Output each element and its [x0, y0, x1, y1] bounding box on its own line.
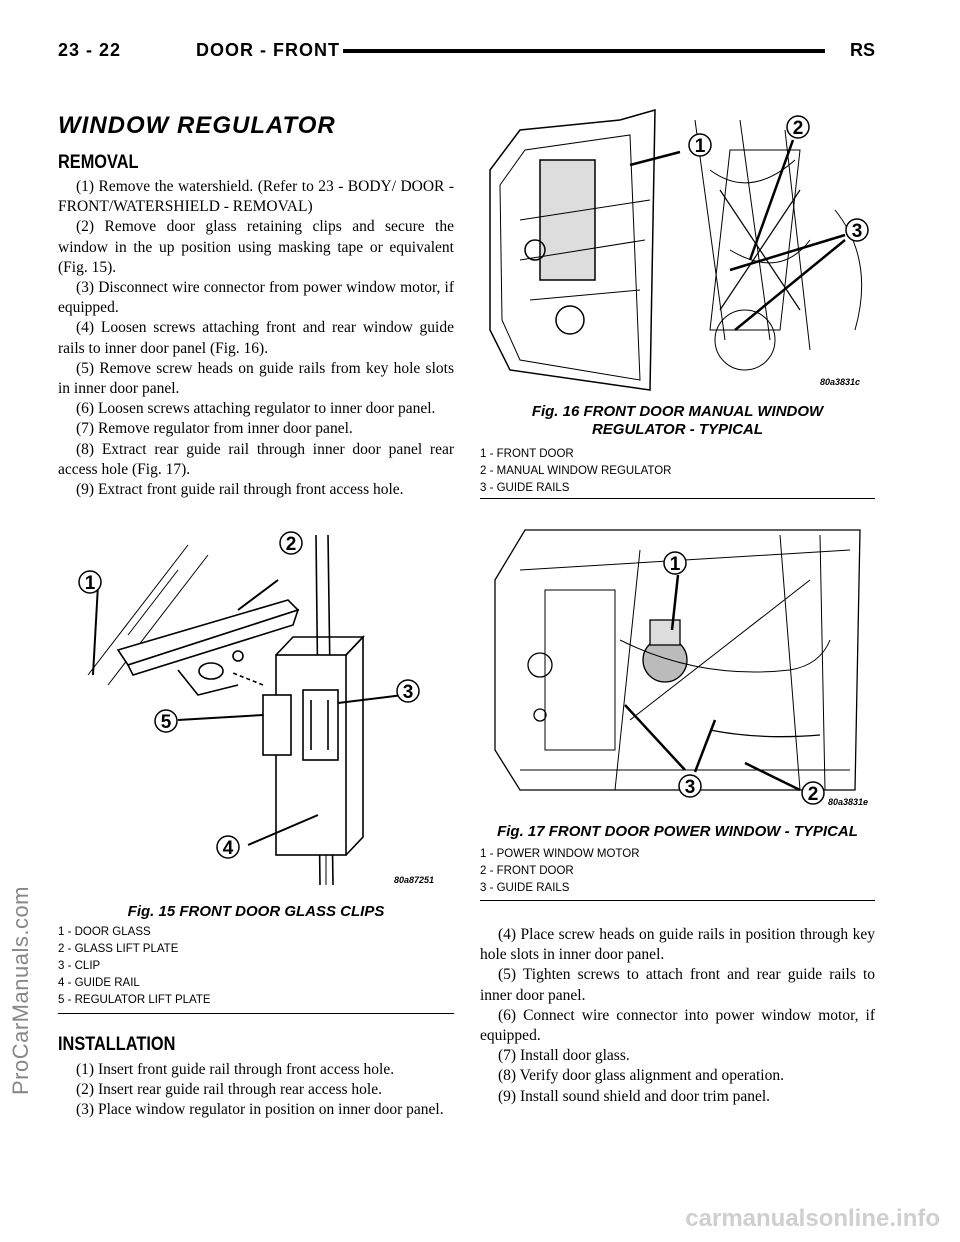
fig15-callout: 4 [222, 838, 234, 859]
fig16-code: 80a3831c [820, 377, 861, 387]
fig16-rule [480, 498, 875, 499]
legend-item: 4 - GUIDE RAIL [58, 977, 140, 989]
legend-item: 3 - GUIDE RAILS [480, 882, 570, 894]
legend-item: 2 - MANUAL WINDOW REGULATOR [480, 465, 672, 477]
removal-heading: REMOVAL [58, 152, 139, 173]
header-rule [343, 49, 825, 53]
fig17-caption: Fig. 17 FRONT DOOR POWER WINDOW - TYPICAL [497, 823, 858, 840]
fig16-caption-line: REGULATOR - TYPICAL [591, 421, 764, 438]
fig15-rule [58, 1013, 454, 1014]
installation-heading: INSTALLATION [58, 1034, 176, 1055]
legend-item: 1 - FRONT DOOR [480, 448, 574, 460]
fig15-callout: 2 [285, 534, 297, 555]
fig15-legend [58, 924, 211, 1009]
section-title: DOOR - FRONT [196, 40, 340, 60]
installation-step: (5) Tighten screws to attach front and rear guide rails to inner door panel. [480, 966, 875, 1004]
installation-step: (8) Verify door glass alignment and operation. [498, 1067, 784, 1085]
fig16-caption-line: Fig. 16 FRONT DOOR MANUAL WINDOW [531, 403, 824, 420]
footer-watermark: carmanualsonline.info [685, 1205, 940, 1232]
fig15-illustration [58, 525, 454, 895]
removal-steps [58, 177, 454, 500]
removal-step: (1) Remove the watershield. (Refer to 23 - BODY/ DOOR - FRONT/WATERSHIELD - REMOVAL) [58, 178, 454, 216]
legend-item: 3 - GUIDE RAILS [480, 482, 570, 494]
fig16-caption [480, 403, 875, 439]
fig16-legend [480, 446, 671, 497]
fig16-illustration [480, 90, 875, 396]
installation-step: (7) Install door glass. [498, 1047, 630, 1065]
fig16-callout: 2 [792, 118, 804, 139]
installation-step: (4) Place screw heads on guide rails in position through key hole slots in inner door panel. [480, 926, 875, 964]
legend-item: 5 - REGULATOR LIFT PLATE [58, 994, 211, 1006]
installation-step: (6) Connect wire connector into power window motor, if equipped. [480, 1006, 875, 1045]
fig15-callout: 3 [402, 682, 414, 703]
fig15-code: 80a87251 [394, 875, 435, 885]
installation-step: (3) Place window regulator in position on inner door panel. [76, 1101, 444, 1119]
fig15-callout: 5 [160, 712, 172, 733]
fig17-illustration [480, 520, 875, 810]
fig17-code: 80a3831e [828, 797, 869, 807]
legend-item: 2 - GLASS LIFT PLATE [58, 943, 179, 955]
side-watermark: ProCarManuals.com [8, 885, 33, 1095]
legend-item: 2 - FRONT DOOR [480, 865, 574, 877]
installation-steps-left [58, 1060, 454, 1121]
removal-step: (6) Loosen screws attaching regulator to inner door panel. [76, 400, 436, 418]
installation-step: (2) Insert rear guide rail through rear access hole. [76, 1081, 382, 1099]
removal-step: (8) Extract rear guide rail through inner door panel rear access hole (Fig. 17). [58, 440, 454, 478]
installation-steps-right [480, 925, 875, 1107]
removal-step: (3) Disconnect wire connector from power window motor, if equipped. [58, 279, 454, 317]
installation-step: (9) Install sound shield and door trim panel. [498, 1087, 771, 1105]
legend-item: 1 - POWER WINDOW MOTOR [480, 848, 640, 860]
removal-step: (2) Remove door glass retaining clips and secure the window in the up position using masking tape or equivalent (Fig. 15). [58, 218, 454, 276]
legend-item: 1 - DOOR GLASS [58, 926, 151, 938]
fig16-callout: 3 [851, 221, 863, 242]
fig17-rule [480, 900, 875, 901]
removal-step: (7) Remove regulator from inner door panel. [76, 420, 353, 438]
page-number: 23 - 22 [58, 40, 122, 60]
fig17-callout: 1 [669, 554, 681, 575]
fig16-callout: 1 [694, 136, 706, 157]
removal-step: (9) Extract front guide rail through front access hole. [76, 481, 404, 499]
fig17-callout: 2 [807, 784, 819, 805]
fig17-callout: 3 [684, 777, 696, 798]
model-code: RS [849, 40, 875, 60]
removal-step: (4) Loosen screws attaching front and rear window guide rails to inner door panel (Fig. 16). [58, 319, 454, 357]
page-title: WINDOW REGULATOR [58, 112, 336, 139]
fig15-caption: Fig. 15 FRONT DOOR GLASS CLIPS [127, 903, 385, 920]
legend-item: 3 - CLIP [58, 960, 101, 972]
removal-step: (5) Remove screw heads on guide rails from key hole slots in inner door panel. [58, 359, 454, 398]
page-header [58, 40, 875, 70]
installation-step: (1) Insert front guide rail through front access hole. [76, 1061, 395, 1078]
fig17-legend [480, 846, 640, 897]
fig15-callout: 1 [84, 573, 96, 594]
